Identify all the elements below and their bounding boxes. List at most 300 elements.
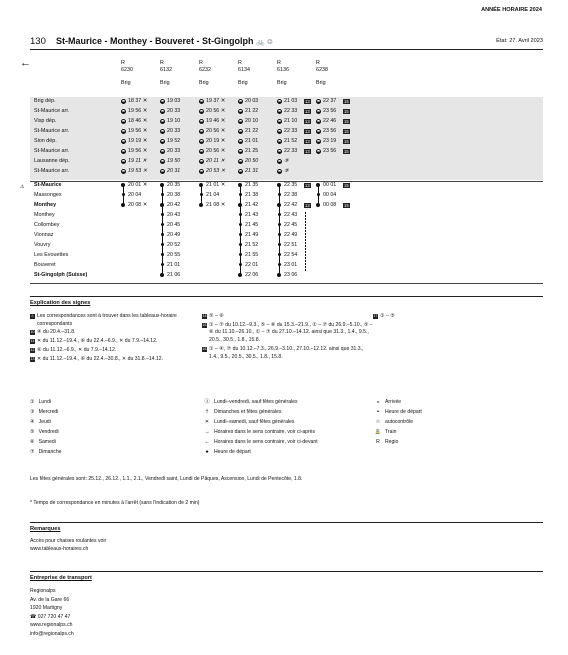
column-train: 6230 [121,67,133,74]
station-name: Vionnaz [34,232,54,238]
stop-marker [238,183,242,187]
route-dash [305,263,306,265]
route-dash [305,248,306,250]
stop-marker [278,193,281,196]
departure-time: 22 01 [245,262,259,268]
departure-time: 22 43 [284,212,298,218]
departure-time: 21 45 [245,222,259,228]
company-link[interactable]: info@regionalps.ch [30,630,74,637]
sign-entry [30,356,198,364]
departure-time: 19 37 ✕ [206,98,226,104]
stop-marker [160,129,165,134]
departure-time: 20 50 [245,158,259,164]
symbol-label: Heure de départ [385,409,422,415]
remarks-text [30,538,106,553]
stop-marker [160,183,164,187]
day-mark: ① [30,399,35,405]
stop-marker [238,149,243,154]
warning-icon: ⚠ [20,184,25,190]
day-mark: ④ [30,419,35,425]
symbol-label: Horaires dans le sens contraire, voir ci-devant [214,439,318,445]
departure-time: 23 56 [323,108,337,114]
symbol-label: Arrivée [385,399,402,405]
departure-time: 21 01 [167,262,181,268]
day-entry [30,449,180,459]
departure-time: 00 04 [323,192,337,198]
company-line: 1920 Martigny [30,605,63,611]
symbol-entry [202,439,372,449]
footnote-badge: 15 [344,98,349,104]
stop-marker [161,243,164,246]
symbol-icon: ♲ [375,419,381,425]
footnote-tag: 17 [373,314,378,318]
departure-time: 20 19 ✕ [206,138,226,144]
column-train: 6132 [160,67,172,74]
station-name: St-Maurice arr. [34,108,70,114]
column-category: R [199,60,203,66]
transfer-note-text: Temps de correspondance en minutes à l'arrêt (sans l'indication de 2 min) [33,500,200,506]
stop-marker [121,139,126,144]
departure-time: 21 22 [245,128,259,134]
footnote-tag: 16 [202,346,207,351]
sign-entry [202,313,374,321]
station-name: Massongex [34,192,62,198]
stop-marker [239,223,242,226]
footnote-badge: 13 [305,98,310,104]
stop-marker [317,193,320,196]
departure-time: 21 01 [245,138,259,144]
departure-time: 20 42 [167,202,181,208]
remarks-line: Accès pour chaises roulantes voir [30,538,107,544]
route-dash [305,218,306,220]
station-name: Brig dép. [34,98,56,104]
route-dash [305,236,306,238]
departure-time: 20 01 ✕ [128,182,148,188]
symbol-entry [373,439,493,449]
symbol-icon: ● [205,449,209,455]
stop-marker [277,129,282,134]
day-label: Mercredi [38,409,59,415]
divider [30,296,543,297]
column-category: R [238,60,242,66]
page-title [56,36,273,46]
footnote-text: ① – ④, ⑦ du 10.12.–7.3., 26.9.–3.10., 27.10.–12.12. ainsi que 31.3., 1.4., 9.5., 20.5., 30.5., 1.8., 15.8. [209,345,364,360]
departure-time: 22 54 [284,252,298,258]
stop-marker [278,233,281,236]
symbol-icon: ✕ [204,419,210,425]
stop-marker [121,119,126,124]
stop-marker [160,99,165,104]
symbol-entry [373,419,493,429]
departure-time: 20 33 [167,108,181,114]
stop-marker [316,99,321,104]
symbol-icon: Ⓐ [204,399,210,405]
column-header [199,60,211,88]
departure-time: 19 56 ✕ [128,148,148,154]
holidays-note: Les fêtes générales sont: 25.12., 26.12., 1.1., 2.1., Vendredi saint, Lundi de Pâques, Ascension, Lundi de Pentecôte, 1.8. [30,476,303,482]
stop-marker [278,243,281,246]
column-origin: Brig [238,80,248,87]
column-header [160,60,172,88]
stop-marker [161,233,164,236]
symbol-entry [373,409,493,419]
stop-marker [160,273,164,277]
departure-time: 21 01 ✕ [206,182,226,188]
symbol-entry [202,449,372,459]
route-dash [305,230,306,232]
departure-time: 21 55 [245,252,259,258]
departure-time: 22 33 [284,108,298,114]
departure-time: 18 37 ✕ [128,98,148,104]
days-list [30,399,180,459]
departure-time: 21 52 [284,138,298,144]
departure-time: 23 56 [323,148,337,154]
company-info [30,587,74,638]
departure-time: 22 33 [284,148,298,154]
station-name: Monthey [34,212,55,218]
departure-time: 19 52 [167,138,181,144]
stop-marker [121,129,126,134]
footnote-tag: 15 [202,322,207,327]
departure-time: 22 38 [284,192,298,198]
stop-marker [316,203,320,207]
departure-time: 00 08 [323,202,337,208]
station-name: St-Gingolph (Suisse) [34,272,88,278]
stop-marker [122,193,125,196]
sign-entry [30,313,198,328]
departure-time: 22 06 [245,272,259,278]
stop-marker [199,159,204,164]
stop-marker [277,203,281,207]
footnote-tag: 12 [30,347,35,352]
symbol-icon: ◓ [376,409,380,415]
column-category: R [316,60,320,66]
day-label: Vendredi [38,429,59,435]
footnote-tag: 13 [30,356,35,361]
stop-marker [316,139,321,144]
departure-time: 21 03 [284,98,298,104]
departure-time: 19 56 ✕ [128,128,148,134]
symbol-label: autocontrôle [385,419,414,425]
day-entry [30,409,180,419]
station-name: St-Maurice arr. [34,128,70,134]
stop-marker [121,183,125,187]
footnote-badge: 13 [305,148,310,154]
remarks-heading: Remarques [30,526,61,532]
departure-time: 20 56 ✕ [206,108,226,114]
day-entry [30,399,180,409]
departure-time: ⑨ [284,168,289,174]
day-entry [30,439,180,449]
departure-time: 21 52 [245,242,259,248]
departure-time: 23 06 [284,272,298,278]
company-line: Av. de la Gare 66 [30,596,70,603]
footnote-badge: 13 [305,118,310,124]
departure-time: 21 38 [245,192,259,198]
column-train: 6134 [238,67,250,74]
symbol-entry [202,399,372,409]
stop-marker [278,263,281,266]
footnote-badge: 15 [344,108,349,114]
symbol-icon: † [205,409,209,415]
column-header [238,60,250,88]
footnote-tag: ⚠ [30,314,35,318]
symbol-icon: → [204,429,210,435]
stop-marker [160,203,164,207]
state-date: État: 27. Avril 2023 [496,38,543,44]
station-name: Lausanne dép. [34,158,70,164]
symbol-icon: ← [204,439,210,445]
stop-marker [238,273,242,277]
separator [30,283,543,284]
footnote-text: ✕ du 11.12.–19.4., ⑥ du 22.4.–6.9., ✕ du 7.9.–14.12. [37,338,158,345]
stop-marker [316,129,321,134]
footnote-text: ① – ⑦ du 10.12.–9.3., ⑤ – ⑥ du 15.3.–21.9., ① – ⑦ du 26.9.–5.10., ⑤ – ⑥ du 11.10.–26.10., ① – ⑦ du 27.10.–14.12. ainsi que 31.3., 1.4., 9.5., 20.5., 30.5., 1.8., 15.8. [209,321,373,344]
stop-marker [278,253,281,256]
column-origin: Brig [316,80,326,87]
stop-marker [277,139,282,144]
stop-marker [160,119,165,124]
symbols-list-2 [373,399,493,449]
route-dash [305,212,306,214]
day-mark: ⑦ [30,449,35,455]
column-train: 6238 [316,67,328,74]
route-dash [305,227,306,229]
route-dash [305,260,306,262]
arrow-left-icon[interactable]: ← [20,57,31,69]
company-link[interactable]: www.regionalps.ch [30,622,73,628]
departure-time: 21 08 ✕ [206,202,226,208]
departure-time: 23 56 [323,128,337,134]
symbol-label: Regio [385,439,399,445]
day-mark: ⑥ [30,439,35,445]
departure-time: 22 45 [284,222,298,228]
stop-marker [121,109,126,114]
stop-marker [199,139,204,144]
day-entry [30,429,180,439]
sign-entry [373,313,493,321]
station-name: St-Maurice arr. [34,148,70,154]
footnote-tag: 11 [30,339,35,344]
departure-time: ⑨ [284,158,289,164]
stop-marker [161,193,164,196]
footnote-badge: 13 [305,128,310,134]
symbol-label: Heure de départ [214,449,251,455]
departure-time: 22 37 [323,98,337,104]
footnote-badge: 15 [344,138,349,144]
stop-marker [238,129,243,134]
stop-marker [121,169,126,174]
stop-marker [238,119,243,124]
departure-time: 23 01 [284,262,298,268]
day-entry [30,419,180,429]
stop-marker [160,149,165,154]
route-dash [305,224,306,226]
stop-marker [238,203,242,207]
symbol-label: Dimanches et fêtes générales [214,409,282,415]
departure-time: 20 03 [245,98,259,104]
footnote-badge: 13 [305,202,310,208]
route-dash [305,266,306,268]
footnote-badge: 13 [305,182,310,188]
departure-time: 21 49 [245,232,259,238]
column-origin: Brig [199,80,209,87]
departure-time: 20 45 [167,222,181,228]
symbol-entry [202,419,372,429]
departure-time: 22 42 [284,202,298,208]
stop-marker [277,109,282,114]
stop-marker [277,273,281,277]
stop-marker [277,169,282,174]
departure-time: 20 49 [167,232,181,238]
route-dash [305,251,306,253]
symbol-label: Train [385,429,397,435]
departure-time: 20 33 [167,128,181,134]
departure-time: 00 01 [323,182,337,188]
stop-marker [161,253,164,256]
route-dash [305,239,306,241]
departure-time: 21 35 [245,182,259,188]
remarks-link[interactable]: www.tableaux-horaires.ch [30,545,89,552]
stop-marker [121,99,126,104]
departure-time: 22 51 [284,242,298,248]
footnote-badge: 15 [344,118,349,124]
day-mark: ⑤ [30,429,35,435]
departure-time: 21 43 [245,212,259,218]
station-name: St-Maurice [34,182,62,188]
sign-entry [30,347,198,355]
route-dash [305,242,306,244]
sign-entry [202,346,374,361]
bike-autocontrol-icons: 🚲 ♲ [256,39,273,46]
signs-col1 [30,313,198,364]
departure-time: 22 35 [284,182,298,188]
departure-time: 20 56 ✕ [206,148,226,154]
asterisk-icon: * [30,500,34,506]
footnote-badge: 13 [305,108,310,114]
day-mark: ③ [30,409,35,415]
departure-time: 20 04 [128,192,142,198]
departure-time: 22 33 [284,128,298,134]
stop-marker [316,119,321,124]
stop-marker [161,263,164,266]
day-label: Lundi [38,399,52,405]
departure-time: 21 31 [245,168,259,174]
stop-marker [238,139,243,144]
symbol-icon: R [376,439,380,445]
departure-time: 18 46 ✕ [128,118,148,124]
page-title-text: St-Maurice - Monthey - Bouveret - St-Gingolph [56,36,254,46]
station-name: Monthey [34,202,57,208]
stop-marker [199,169,204,174]
stop-marker [239,243,242,246]
stop-marker [239,253,242,256]
departure-time: 21 06 [167,272,181,278]
departure-time: 19 03 [167,98,181,104]
stop-marker [199,149,204,154]
stop-marker [161,223,164,226]
stop-marker [277,183,281,187]
stop-marker [277,159,282,164]
departure-time: 19 46 ✕ [206,118,226,124]
departure-time: 20 31 [167,168,181,174]
symbol-label: Lundi–samedi, sauf fêtes générales [214,419,295,425]
departure-time: 19 56 ✕ [128,108,148,114]
footnote-tag: 14 [202,314,207,318]
signs-col3 [373,313,493,322]
stop-marker [121,159,126,164]
footnote-badge: 13 [305,138,310,144]
stop-marker [200,193,203,196]
symbol-entry [202,429,372,439]
footnote-badge: 15 [344,202,349,208]
stop-marker [199,203,203,207]
station-name: Collombey [34,222,60,228]
stop-marker [199,99,204,104]
stop-marker [121,203,125,207]
station-name: Les Evouettes [34,252,69,258]
stop-marker [160,109,165,114]
departure-time: 20 11 ✕ [206,158,225,164]
footnote-badge: 15 [344,128,349,134]
column-header [277,60,289,88]
departure-time: 21 25 [245,148,259,154]
departure-time: 20 38 [167,192,181,198]
footnote-text: ✕ du 11.12.–19.4., ⑥ du 22.4.–30.8., ✕ du 31.8.–14.12. [37,355,164,362]
stop-marker [238,159,243,164]
departure-time: 20 56 ✕ [206,128,226,134]
route-dash [305,215,306,217]
column-origin: Brig [160,80,170,87]
column-train: 6136 [277,67,289,74]
footnote-badge: 15 [344,182,349,188]
stop-marker [121,149,126,154]
stop-marker [277,99,282,104]
departure-time: 21 10 [284,118,298,124]
symbols-list [202,399,372,459]
station-name: Visp dép. [34,118,57,124]
departure-time: 20 53 ✕ [206,168,226,174]
footnote-text: ① – ⑤ [380,313,395,319]
footnote-text: ⑤ – ⑥ [209,313,224,319]
divider [30,522,543,523]
footnote-text: Les correspondances sont à trouver dans les tableaux-horaire correspondants [37,313,177,327]
departure-time: 19 19 ✕ [128,138,148,144]
stop-marker [160,139,165,144]
departure-time: 22 49 [284,232,298,238]
stop-marker [238,109,243,114]
day-label: Dimanche [38,449,62,455]
stop-marker [199,129,204,134]
company-line: ☎ 027 720 47 47 [30,613,71,620]
route-dash [305,269,306,271]
departure-time: 19 50 [167,158,181,164]
column-category: R [277,60,281,66]
departure-time: 20 10 [245,118,259,124]
stop-marker [316,109,321,114]
symbol-icon: 🚊 [374,429,382,435]
stop-marker [277,149,282,154]
departure-time: 20 43 [167,212,181,218]
day-label: Jeudi [38,419,51,425]
footnote-text: ⑥ du 11.12.–6.9., ✕ du 7.9.–14.12. [37,346,117,353]
stop-marker [277,119,282,124]
stop-marker [161,213,164,216]
column-train: 6232 [199,67,211,74]
sign-entry [202,322,374,345]
stop-marker [160,169,165,174]
stop-marker [238,169,243,174]
